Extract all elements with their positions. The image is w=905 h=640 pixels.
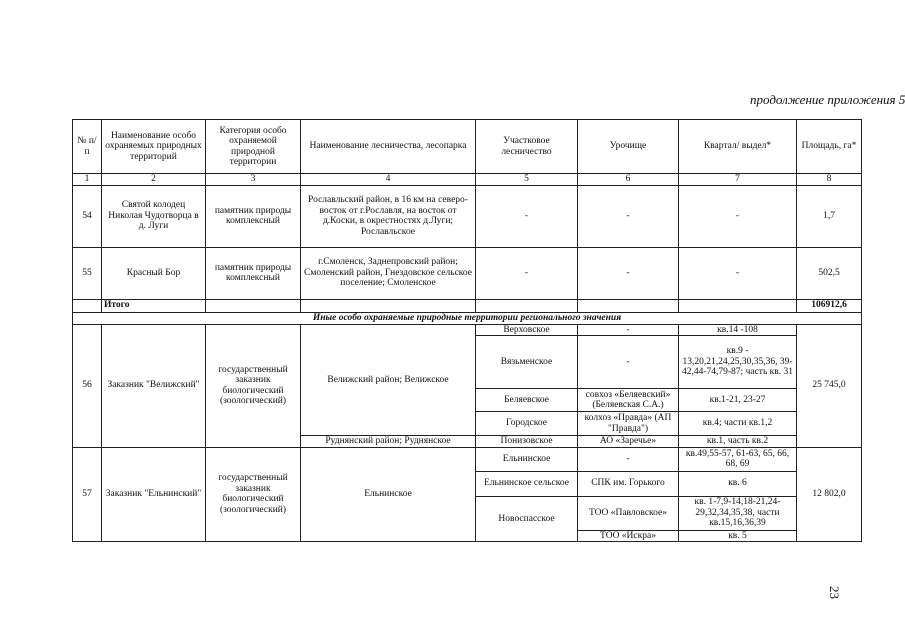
total-row	[73, 299, 862, 312]
tract: -	[578, 185, 679, 247]
row-number: 57	[73, 447, 102, 542]
total-empty-cell	[73, 299, 102, 312]
area: 12 802,0	[797, 447, 862, 542]
col-num-1: 1	[73, 174, 102, 186]
territory-category: памятник природы комплексный	[206, 247, 301, 299]
header-forestry: Наименование лесничества, лесопарка	[301, 120, 476, 174]
tract: СПК им. Горького	[578, 471, 679, 496]
tract: ТОО «Искра»	[578, 530, 679, 542]
forestry-location: Руднянский район; Руднянское	[301, 436, 476, 448]
section-title: Иные особо охраняемые природные территории регионального значения	[73, 312, 862, 324]
territory-category: государственный заказник биологический (зоологический)	[206, 447, 301, 542]
col-num-2: 2	[102, 174, 206, 186]
table-row-54	[73, 185, 862, 247]
district-forestry: Ельнинское сельское	[476, 471, 578, 496]
quarter: кв.14 -108	[679, 324, 797, 336]
district-forestry: Ельнинское	[476, 447, 578, 471]
district-forestry: Беляевское	[476, 389, 578, 412]
territory-name: Заказник "Ельнинский"	[102, 447, 206, 542]
forestry-location: Велижский район; Велижское	[301, 324, 476, 436]
quarter: кв.4; части кв.1,2	[679, 412, 797, 436]
column-number-row	[73, 174, 862, 186]
row-number: 54	[73, 185, 102, 247]
quarter: -	[679, 247, 797, 299]
territory-category: памятник природы комплексный	[206, 185, 301, 247]
district-forestry: -	[476, 247, 578, 299]
territory-category: государственный заказник биологический (зоологический)	[206, 324, 301, 447]
forestry-location: г.Смоленск, Заднепровский район; Смоленский район, Гнездовское сельское поселение; Смоленское	[301, 247, 476, 299]
quarter: -	[679, 185, 797, 247]
tract: -	[578, 247, 679, 299]
col-num-8: 8	[797, 174, 862, 186]
tract: АО «Заречье»	[578, 436, 679, 448]
protected-areas-table	[72, 119, 862, 542]
quarter: кв. 1-7,9-14,18-21,24-29,32,34,35,38, части кв.15,16,36,39	[679, 496, 797, 530]
forestry-location: Ельнинское	[301, 447, 476, 542]
district-forestry: Понизовское	[476, 436, 578, 448]
forestry-location: Рославльский район, в 16 км на северо-восток от г.Рославля, на восток от д.Коски, в окрестностях д.Луги; Рославльское	[301, 185, 476, 247]
col-num-3: 3	[206, 174, 301, 186]
quarter: кв.1, часть кв.2	[679, 436, 797, 448]
territory-name: Заказник "Велижский"	[102, 324, 206, 447]
header-number: № п/п	[73, 120, 102, 174]
total-empty-cell	[206, 299, 301, 312]
col-num-6: 6	[578, 174, 679, 186]
page-number: 23	[827, 586, 842, 599]
section-title-row	[73, 312, 862, 324]
col-num-4: 4	[301, 174, 476, 186]
tract: -	[578, 336, 679, 389]
header-district-forestry: Участковое лесничество	[476, 120, 578, 174]
continuation-caption: продолжение приложения 5	[750, 92, 905, 107]
tract: совхоз «Беляевский» (Беляевская С.А.)	[578, 389, 679, 412]
total-empty-cell	[578, 299, 679, 312]
district-forestry: -	[476, 185, 578, 247]
district-forestry: Городское	[476, 412, 578, 436]
quarter: кв.1-21, 23-27	[679, 389, 797, 412]
total-empty-cell	[679, 299, 797, 312]
total-label: Итого	[102, 299, 206, 312]
header-name: Наименование особо охраняемых природных территорий	[102, 120, 206, 174]
col-num-5: 5	[476, 174, 578, 186]
tract: колхоз «Правда» (АП "Правда")	[578, 412, 679, 436]
tract: -	[578, 324, 679, 336]
row-number: 55	[73, 247, 102, 299]
header-quarter: Квартал/ выдел*	[679, 120, 797, 174]
area: 25 745,0	[797, 324, 862, 447]
area: 1,7	[797, 185, 862, 247]
table-row-56	[73, 324, 862, 336]
territory-name: Красный Бор	[102, 247, 206, 299]
col-num-7: 7	[679, 174, 797, 186]
total-value: 106912,6	[797, 299, 862, 312]
total-empty-cell	[301, 299, 476, 312]
header-area: Площадь, га*	[797, 120, 862, 174]
quarter: кв.9 - 13,20,21,24,25,30,35,36, 39-42,44-74,79-87; часть кв. 31	[679, 336, 797, 389]
quarter: кв.49,55-57, 61-63, 65, 66, 68, 69	[679, 447, 797, 471]
area: 502,5	[797, 247, 862, 299]
district-forestry: Верховское	[476, 324, 578, 336]
total-empty-cell	[476, 299, 578, 312]
header-category: Категория особо охраняемой природной территории	[206, 120, 301, 174]
table-row-57	[73, 447, 862, 471]
header-tract: Урочище	[578, 120, 679, 174]
district-forestry: Новоспасское	[476, 496, 578, 542]
tract: -	[578, 447, 679, 471]
tract: ТОО «Павловское»	[578, 496, 679, 530]
row-number: 56	[73, 324, 102, 447]
quarter: кв. 5	[679, 530, 797, 542]
territory-name: Святой колодец Николая Чудотворца в д. Луги	[102, 185, 206, 247]
table-row-55	[73, 247, 862, 299]
header-row	[73, 120, 862, 174]
district-forestry: Вязьменское	[476, 336, 578, 389]
quarter: кв. 6	[679, 471, 797, 496]
